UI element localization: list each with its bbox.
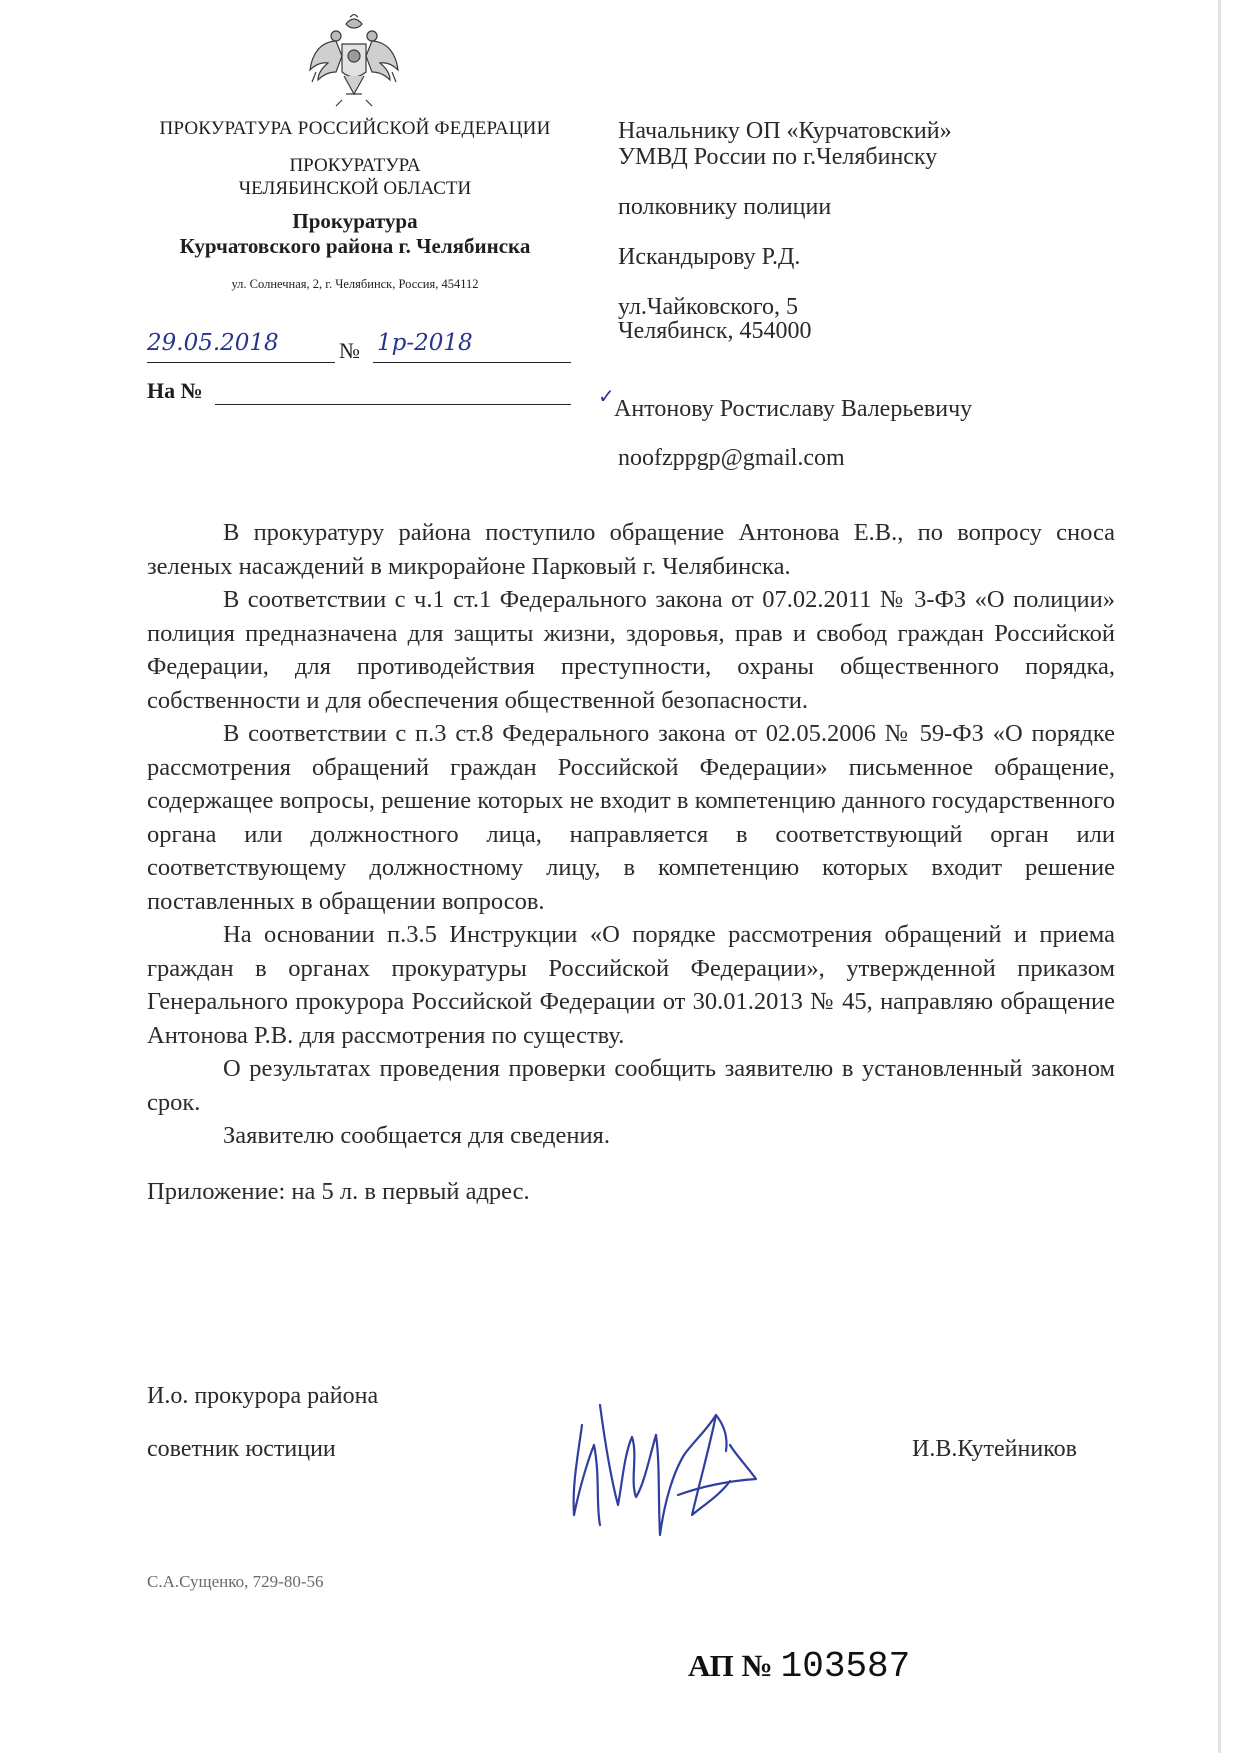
outgoing-date: 29.05.2018: [147, 330, 279, 356]
form-serial-prefix: АП №: [688, 1648, 773, 1683]
signatory-rank: советник юстиции: [147, 1436, 336, 1462]
number-underline: [373, 362, 571, 363]
addressee-city: Челябинск, 454000: [618, 318, 812, 344]
addressee-name: Искандырову Р.Д.: [618, 244, 801, 270]
form-serial: [688, 1646, 910, 1687]
outgoing-number: 1р-2018: [377, 330, 473, 356]
incoming-reference-label: На №: [147, 378, 203, 403]
outgoing-number-label: №: [339, 338, 360, 363]
addressee-street: ул.Чайковского, 5: [618, 294, 798, 320]
body-paragraph-6: Заявителю сообщается для сведения.: [223, 1122, 610, 1149]
date-underline: [147, 362, 335, 363]
prosecutor-office-district-line2: Курчатовского района г. Челябинска: [179, 234, 531, 258]
handwritten-signature-icon: [560, 1385, 790, 1555]
prosecutor-office-regional-line2: ЧЕЛЯБИНСКОЙ ОБЛАСТИ: [238, 178, 472, 199]
letter-body: [147, 516, 1115, 1208]
signatory-name: И.В.Кутейников: [912, 1436, 1077, 1462]
prosecutor-office-federal: ПРОКУРАТУРА РОССИЙСКОЙ ФЕДЕРАЦИИ: [159, 118, 551, 139]
form-serial-number: 103587: [780, 1646, 911, 1687]
addressee-line1: Начальнику ОП «Курчатовский»: [618, 118, 952, 144]
signatory-position: И.о. прокурора района: [147, 1383, 379, 1409]
office-address: ул. Солнечная, 2, г. Челябинск, Россия, 454112: [231, 277, 479, 291]
prosecutor-office-regional-line1: ПРОКУРАТУРА: [289, 155, 421, 176]
body-paragraph-2: В соответствии с ч.1 ст.1 Федерального закона от 07.02.2011 № 3-ФЗ «О полиции» полиция предназначена для защиты жизни, здоровья, прав и свобод граждан Российской Федерации, для противодействия преступности, охраны общественного порядка, собственности и для обеспечения общественной безопасности.: [147, 586, 1115, 714]
page-edge: [1218, 0, 1221, 1753]
prosecutor-office-district-line1: Прокуратура: [292, 209, 418, 233]
outgoing-registration: [147, 330, 571, 364]
body-paragraph-1: В прокуратуру района поступило обращение Антонова Е.В., по вопросу сноса зеленых насаждений в микрорайоне Парковый г. Челябинска.: [147, 519, 1115, 580]
attachment-note: Приложение: на 5 л. в первый адрес.: [147, 1177, 530, 1205]
incoming-reference: [147, 378, 571, 408]
body-paragraph-3: В соответствии с п.3 ст.8 Федерального закона от 02.05.2006 № 59-ФЗ «О порядке рассмотрения обращений граждан Российской Федерации» письменное обращение, содержащее вопросы, решение которых не входит в компетенцию данного государственного органа или должностного лица, направляется в соответствующий орган или соответствующему должностному лицу, в компетенцию которых входит решение поставленных в обращении вопросов.: [147, 720, 1115, 915]
double-headed-eagle-emblem-icon: [306, 14, 402, 108]
second-recipient: Антонову Ростиславу Валерьевичу: [614, 396, 973, 422]
body-paragraph-5: О результатах проведения проверки сообщить заявителю в установленный законом срок.: [147, 1055, 1115, 1116]
checkmark-icon: ✓: [598, 386, 615, 408]
addressee-rank: полковнику полиции: [618, 194, 832, 220]
body-paragraph-4: На основании п.3.5 Инструкции «О порядке рассмотрения обращений и приема граждан в органах прокуратуры Российской Федерации», утвержденной приказом Генерального прокурора Российской Федерации от 30.01.2013 № 45, направляю обращение Антонова Р.В. для рассмотрения по существу.: [147, 921, 1115, 1049]
recipient-email: noofzppgp@gmail.com: [618, 445, 845, 471]
executor-contact: С.А.Сущенко, 729-80-56: [147, 1572, 324, 1591]
incoming-reference-underline: [215, 404, 571, 405]
addressee-line2: УМВД России по г.Челябинску: [618, 144, 938, 170]
